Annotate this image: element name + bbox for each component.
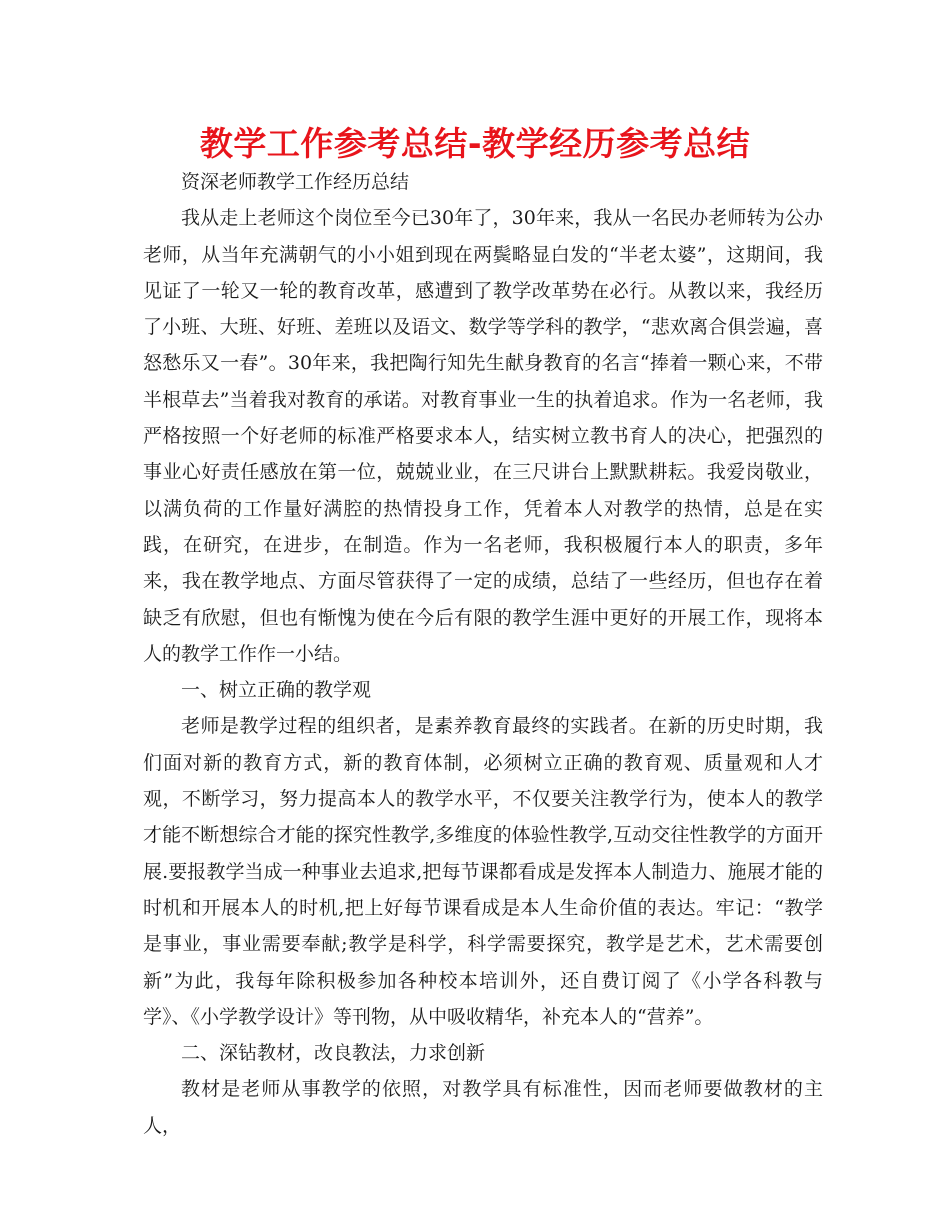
- document-subtitle: 资深老师教学工作经历总结: [181, 171, 410, 193]
- section-2-heading: 二、深钻教材，改良教法，力求创新: [181, 1042, 486, 1065]
- section-1-heading: 一、树立正确的教学观: [181, 679, 372, 702]
- section-2-paragraph: 教材是老师从事教学的依照，对教学具有标准性，因而老师要做教材的主人，: [143, 1078, 823, 1137]
- document-body: [143, 164, 823, 1144]
- intro-paragraph: 我从走上老师这个岗位至今已30年了，30年来，我从一名民办老师转为公办老师，从当年充满朝气的小小姐到现在两鬓略显白发的“半老太婆”，这期间，我见证了一轮又一轮的教育改革，感遭到了教学改革势在必行。从教以来，我经历了小班、大班、好班、差班以及语文、数学等学科的教学，“悲欢离合俱尝遍，喜怒愁乐又一春”。30年来，我把陶行知先生献身教育的名言“捧着一颗心来，不带半根草去”当着我对教育的承诺。对教育事业一生的执着追求。作为一名老师，我严格按照一个好老师的标准严格要求本人，结实树立教书育人的决心，把强烈的事业心好责任感放在第一位，兢兢业业，在三尺讲台上默默耕耘。我爱岗敬业，以满负荷的工作量好满腔的热情投身工作，凭着本人对教学的热情，总是在实践，在研究，在进步，在制造。作为一名老师，我积极履行本人的职责，多年来，我在教学地点、方面尽管获得了一定的成绩，总结了一些经历，但也存在着缺乏有欣慰，但也有惭愧为使在今后有限的教学生涯中更好的开展工作，现将本人的教学工作作一小结。: [143, 207, 823, 665]
- section-1-paragraph: 老师是教学过程的组织者，是素养教育最终的实践者。在新的历史时期，我们面对新的教育方式，新的教育体制，必须树立正确的教育观、质量观和人才观，不断学习，努力提高本人的教学水平，不仅要关注教学行为，使本人的教学才能不断想综合才能的探究性教学,多维度的体验性教学,互动交往性教学的方面开展.要报教学当成一种事业去追求,把每节课都看成是发挥本人制造力、施展才能的时机和开展本人的时机,把上好每节课看成是本人生命价值的表达。牢记：“教学是事业，事业需要奉献;教学是科学，科学需要探究，教学是艺术，艺术需要创新”为此，我每年除积极参加各种校本培训外，还自费订阅了《小学各科教与学》、《小学教学设计》等刊物，从中吸收精华，补充本人的“营养”。: [143, 715, 823, 1028]
- document-title: 教学工作参考总结-教学经历参考总结: [199, 124, 751, 163]
